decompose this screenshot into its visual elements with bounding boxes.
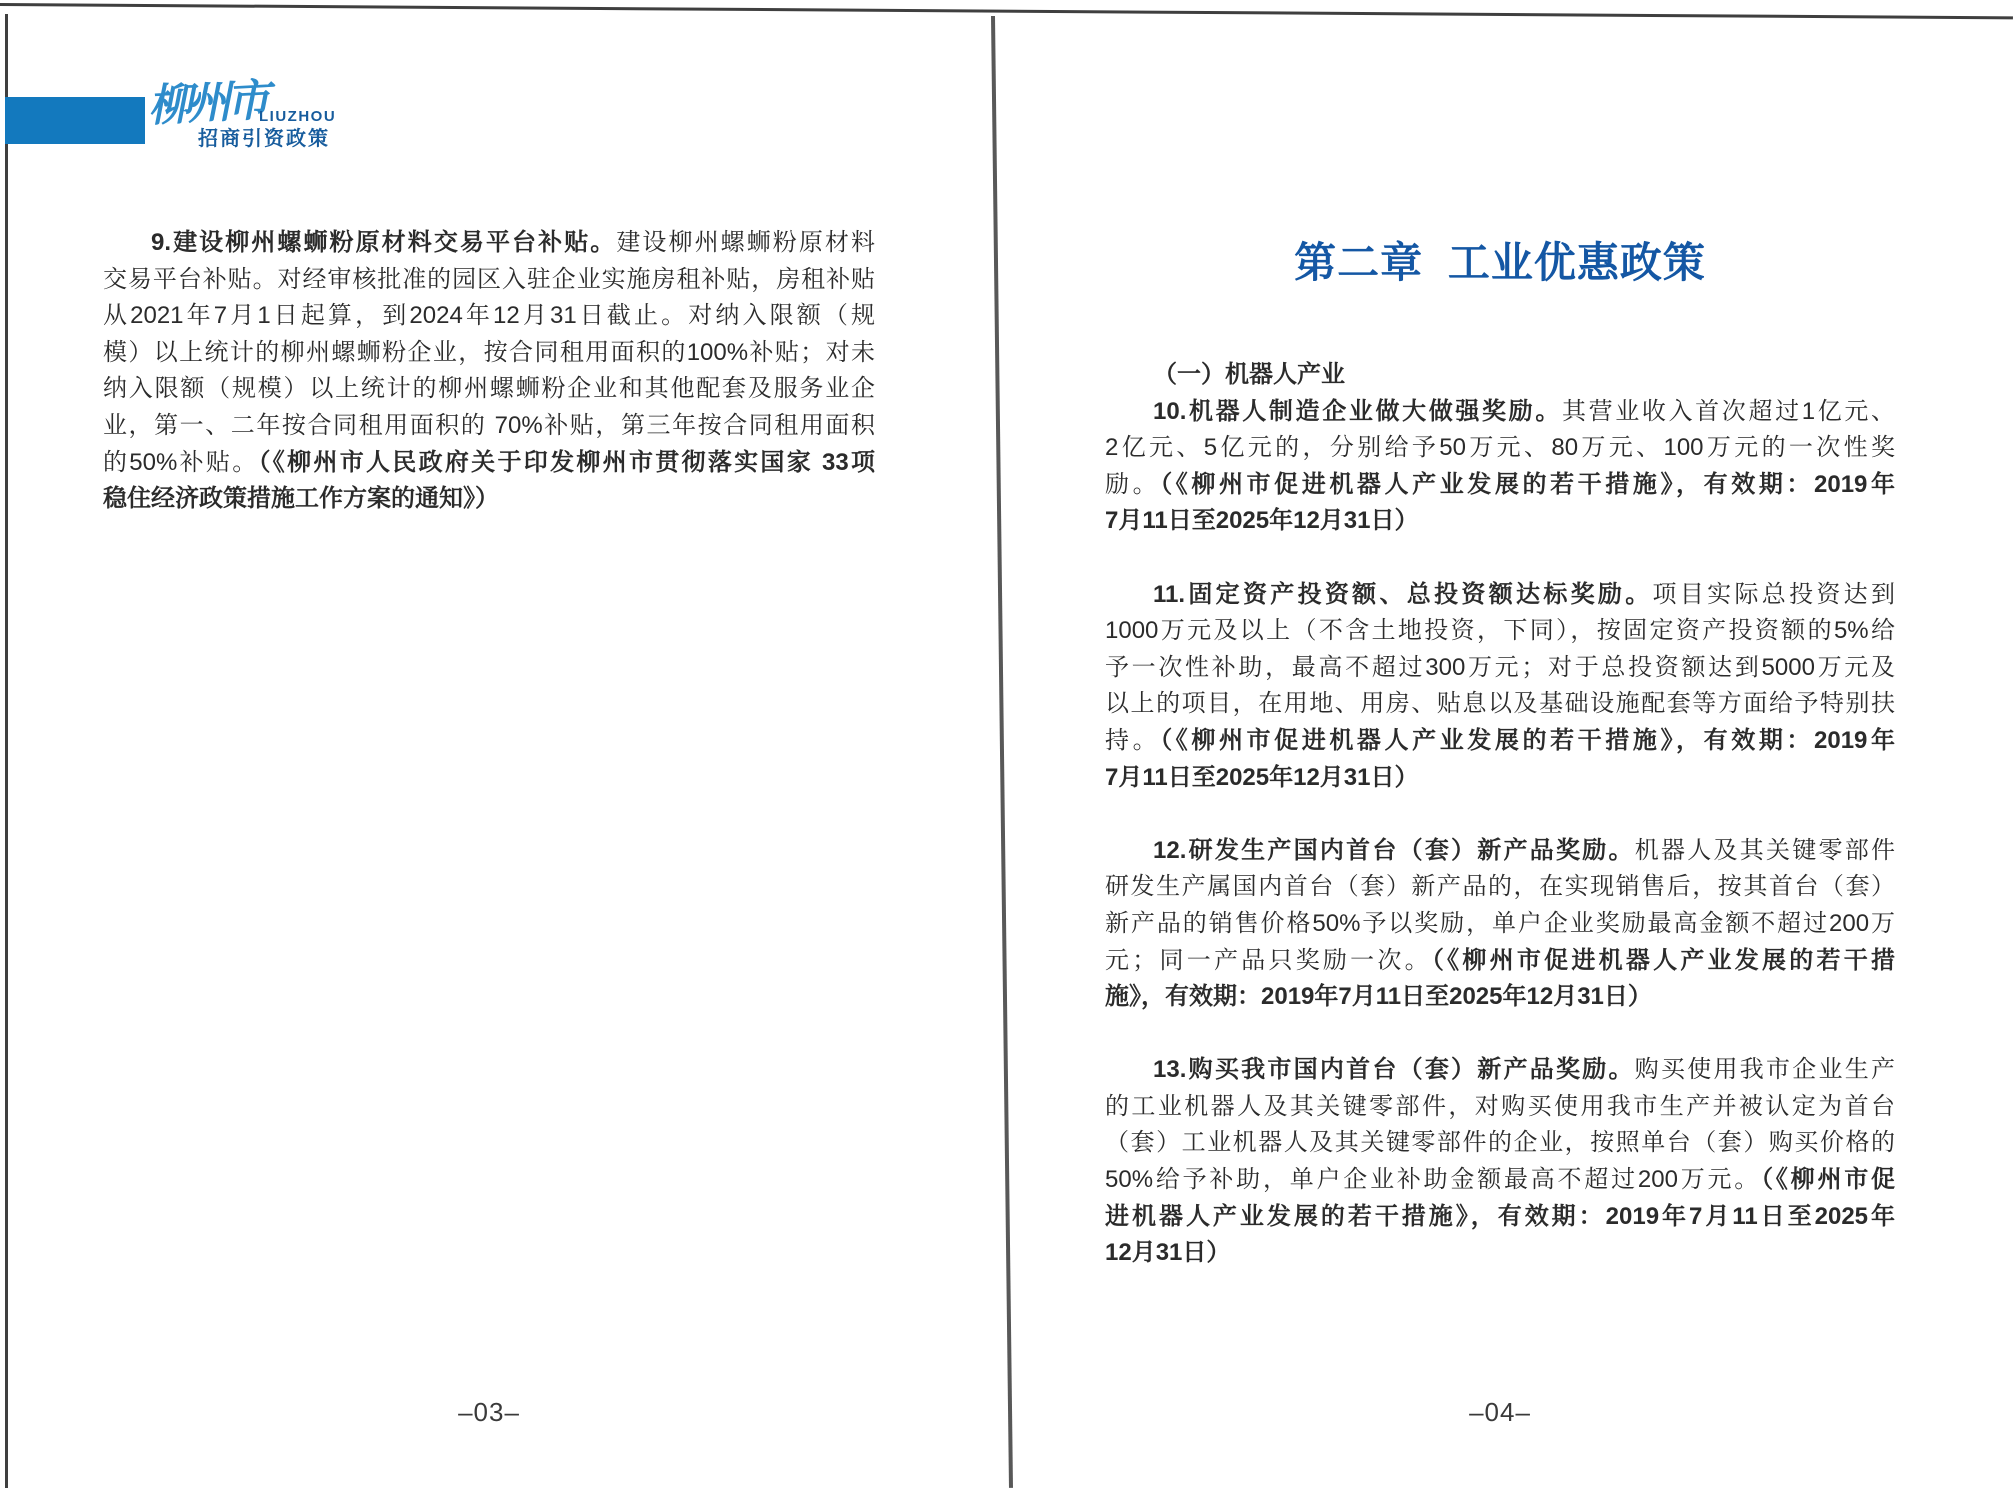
text-segment: 11.固定资产投资额、总投资额达标奖励。 [1153,580,1653,608]
text-segment: 予一次性补助，最高不超过300万元；对于总投资额达到5000万元及 [1105,653,1895,681]
text-segment: 交易平台补贴。对经审核批准的园区入驻企业实施房租补贴，房租补贴 [103,265,875,293]
text-line [1105,394,1895,431]
text-segment: 12月31日） [1105,1239,1231,1267]
paragraph [1105,833,1895,1016]
paragraph [1105,394,1895,540]
text-segment: （《柳州市促进机器人产业发展的若干措施》，有效期：2019年 [1160,726,1895,754]
paragraph [1105,577,1895,797]
text-segment: 的工业机器人及其关键零部件，对购买使用我市生产并被认定为首台 [1105,1092,1895,1120]
text-line [1105,833,1895,870]
text-line [103,225,875,262]
text-line [1105,503,1895,540]
top-rule [0,3,2013,19]
text-segment: 13.购买我市国内首台（套）新产品奖励。 [1153,1056,1635,1084]
text-line [103,262,875,299]
right-page-paragraphs [1105,394,1895,1272]
right-page-body [1105,357,1895,1272]
text-segment: 50%给予补助，单户企业补助金额最高不超过200万元。 [1105,1166,1762,1194]
text-line [1105,1052,1895,1089]
text-segment: 9.建设柳州螺蛳粉原材料交易平台补贴。 [151,229,617,256]
text-segment: 施》，有效期：2019年7月11日至2025年12月31日） [1105,983,1652,1011]
text-segment: 从2021年7月1日起算，到2024年12月31日截止。对纳入限额（规 [103,302,875,330]
text-segment: 建设柳州螺蛳粉原材料 [616,229,876,256]
left-page-body [103,225,875,518]
text-line [1105,686,1895,723]
text-line [103,408,875,445]
text-line [103,481,875,518]
text-line [103,298,875,335]
text-line [1105,467,1895,504]
text-segment: 其营业收入首次超过1亿元、 [1561,397,1895,425]
text-line [1105,1089,1895,1126]
text-segment: 稳住经济政策措施工作方案的通知》） [103,485,499,513]
text-segment: 进机器人产业发展的若干措施》，有效期：2019年7月11日至2025年 [1105,1202,1895,1230]
text-line [1105,430,1895,467]
section-heading: （一）机器人产业 [1153,361,1345,388]
text-segment: 元；同一产品只奖励一次。 [1105,946,1432,974]
page-number-left: –03– [458,1397,520,1427]
text-segment: 持。 [1105,726,1161,754]
text-line [1105,943,1895,980]
page-number-right: –04– [1469,1397,1531,1427]
text-segment: 新产品的销售价格50%予以奖励，单户企业奖励最高金额不超过200万 [1105,909,1895,937]
text-segment: 纳入限额（规模）以上统计的柳州螺蛳粉企业和其他配套及服务业企 [103,375,875,403]
text-line [1105,760,1895,797]
text-line [1105,577,1895,614]
logo-bar [5,97,145,144]
text-segment: 的50%补贴。 [103,448,259,476]
text-line [103,371,875,408]
text-line [1105,723,1895,760]
text-segment: 10.机器人制造企业做大做强奖励。 [1153,397,1562,425]
text-segment: 购买使用我市企业生产 [1634,1056,1895,1084]
text-line [1105,613,1895,650]
text-line [1105,979,1895,1016]
text-line [1105,906,1895,943]
logo-subtitle: 招商引资政策 [198,128,330,150]
text-line [103,445,875,482]
paragraph [1105,1052,1895,1272]
logo-city-script: 柳州市 [146,75,267,132]
left-rule [5,14,8,1488]
paragraph [103,225,875,518]
chapter-title: 第二章 工业优惠政策 [1294,239,1706,286]
text-segment: 项目实际总投资达到 [1652,580,1895,608]
text-segment: 模）以上统计的柳州螺蛳粉企业，按合同租用面积的100%补贴；对未 [103,338,875,366]
text-line [1105,869,1895,906]
text-segment: 7月11日至2025年12月31日） [1105,507,1419,535]
logo-city-latin: LIUZHOU [259,108,337,125]
text-line [1105,650,1895,687]
text-segment: （《柳州市促 [1761,1166,1896,1194]
text-segment: （《柳州市促进机器人产业发展的若干措施》，有效期：2019年 [1160,470,1895,498]
text-segment: 研发生产属国内首台（套）新产品的，在实现销售后，按其首台（套） [1105,873,1895,901]
text-segment: 1000万元及以上（不含土地投资，下同），按固定资产投资额的5%给 [1105,617,1895,645]
text-line [1105,1162,1895,1199]
text-line [1105,1125,1895,1162]
text-line [103,335,875,372]
text-segment: 12.研发生产国内首台（套）新产品奖励。 [1153,836,1635,864]
text-segment: （套）工业机器人及其关键零部件的企业，按照单台（套）购买价格的 [1105,1129,1895,1157]
text-segment: 以上的项目，在用地、用房、贴息以及基础设施配套等方面给予特别扶 [1105,690,1895,718]
text-segment: 2亿元、5亿元的，分别给予50万元、80万元、100万元的一次性奖 [1105,434,1895,462]
text-segment: 机器人及其关键零部件 [1634,836,1895,864]
text-segment: 业，第一、二年按合同租用面积的 70%补贴，第三年按合同租用面积 [103,411,875,439]
text-line [1105,1235,1895,1272]
page-divider [991,16,1013,1488]
text-segment: 励。 [1105,470,1161,498]
text-segment: （《柳州市促进机器人产业发展的若干措 [1431,946,1896,974]
text-segment: （《柳州市人民政府关于印发柳州市贯彻落实国家 33项 [258,448,875,476]
text-line [1105,1199,1895,1236]
text-segment: 7月11日至2025年12月31日） [1105,763,1419,791]
